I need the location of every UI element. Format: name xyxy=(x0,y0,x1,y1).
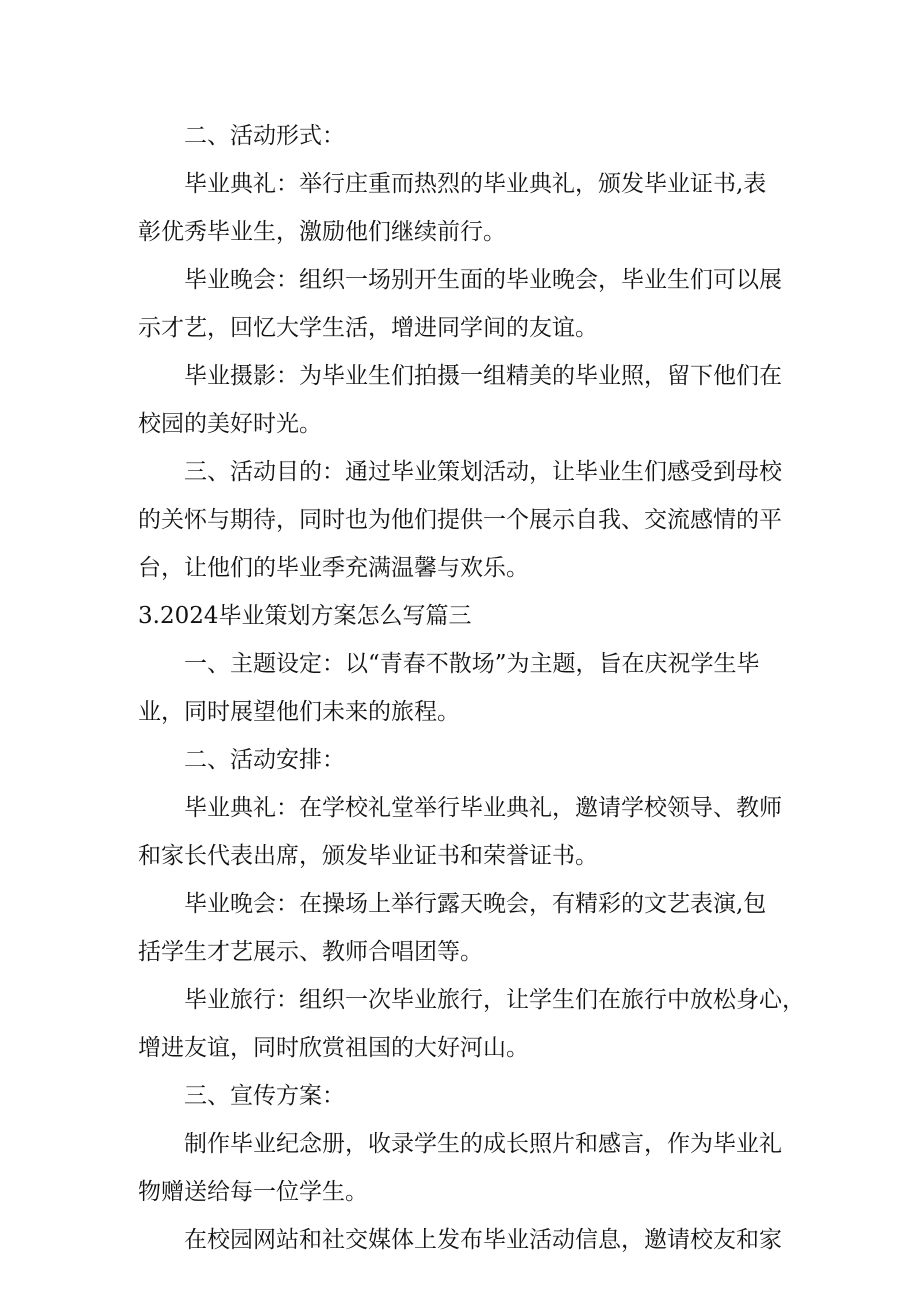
paragraph-line: 毕业旅行：组织一次毕业旅行，让学生们在旅行中放松身心， xyxy=(184,987,805,1013)
paragraph-line: 括学生才艺展示、教师合唱团等。 xyxy=(138,939,483,965)
document-body xyxy=(138,112,805,1264)
paragraph-line: 示才艺，回忆大学生活，增进同学间的友谊。 xyxy=(138,315,598,341)
paragraph-line: 毕业摄影：为毕业生们拍摄一组精美的毕业照，留下他们在 xyxy=(184,363,782,389)
chapter-heading: 3.2024毕业策划方案怎么写篇三 xyxy=(138,603,472,629)
paragraph-line: 业，同时展望他们未来的旅程。 xyxy=(138,699,460,725)
paragraph-line: 的关怀与期待，同时也为他们提供一个展示自我、交流感情的平 xyxy=(138,507,782,533)
section-heading-arrangement: 二、活动安排： xyxy=(184,747,345,773)
paragraph-line: 毕业典礼：在学校礼堂举行毕业典礼，邀请学校领导、教师 xyxy=(184,795,782,821)
paragraph-line: 校园的美好时光。 xyxy=(138,411,322,437)
paragraph-line: 毕业晚会：在操场上举行露天晚会，有精彩的文艺表演,包 xyxy=(184,891,767,917)
section-heading-promotion: 三、宣传方案： xyxy=(184,1083,345,1109)
section-heading-activity-format: 二、活动形式： xyxy=(184,123,345,149)
paragraph-line: 物赠送给每一位学生。 xyxy=(138,1179,368,1205)
paragraph-line: 增进友谊，同时欣赏祖国的大好河山。 xyxy=(138,1035,529,1061)
paragraph-line: 制作毕业纪念册，收录学生的成长照片和感言，作为毕业礼 xyxy=(184,1131,782,1157)
paragraph-line: 彰优秀毕业生，激励他们继续前行。 xyxy=(138,219,506,245)
paragraph-line: 毕业典礼：举行庄重而热烈的毕业典礼，颁发毕业证书,表 xyxy=(184,171,767,197)
paragraph-line: 台，让他们的毕业季充满温馨与欢乐。 xyxy=(138,555,529,581)
section-heading-activity-purpose: 三、活动目的：通过毕业策划活动，让毕业生们感受到母校 xyxy=(184,459,782,485)
paragraph-line: 毕业晚会：组织一场别开生面的毕业晚会，毕业生们可以展 xyxy=(184,267,782,293)
section-heading-theme: 一、主题设定：以“青春不散场”为主题，旨在庆祝学生毕 xyxy=(184,651,760,677)
paragraph-line: 和家长代表出席，颁发毕业证书和荣誉证书。 xyxy=(138,843,598,869)
paragraph-line: 在校园网站和社交媒体上发布毕业活动信息，邀请校友和家 xyxy=(184,1227,782,1253)
